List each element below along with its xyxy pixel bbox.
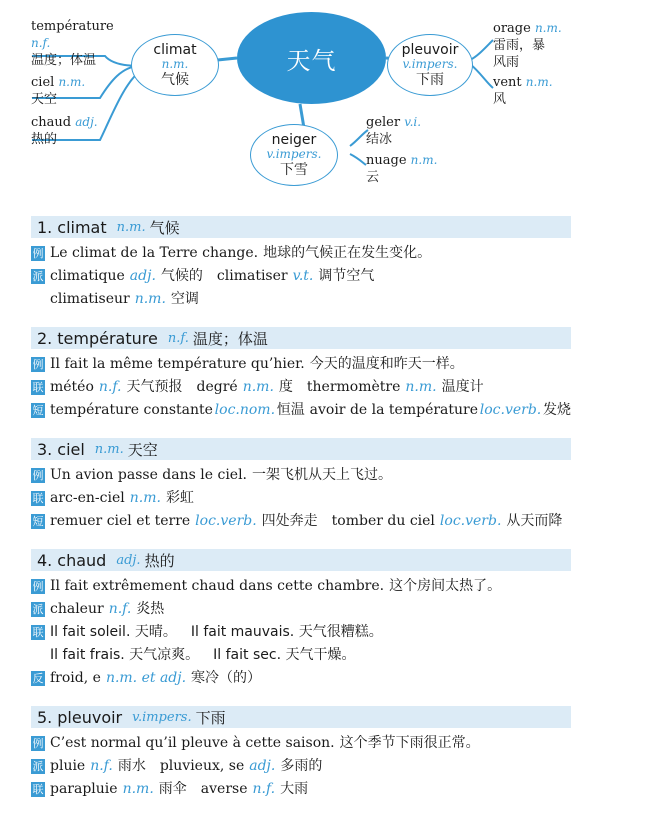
mind-map [0,0,662,200]
node-climat-fr: climat [153,42,197,58]
tag-antonym: 反 [32,672,44,685]
entry-zh: 天空 [127,440,158,459]
term-zh: 恒温 [276,402,305,418]
leaf-vent-zh: 风 [493,92,507,107]
entry-header [31,706,571,728]
entry-chaud [31,549,571,690]
tag-derivation: 派 [32,760,44,773]
example-zh: 这个季节下雨很正常。 [339,735,480,751]
derivation-line [31,265,571,288]
term-fr: averse [200,781,248,797]
entry-header [31,216,571,238]
term-zh: 从天而降 [506,513,563,529]
term-fr: arc-en-ciel [50,490,125,506]
term-zh: 气候的 [160,268,203,284]
term-fr: avoir de la température [309,402,479,418]
leaf-chaud-pos: adj. [75,115,98,129]
entry-word: climat [57,217,107,237]
term-pos: n.m. et adj. [105,670,187,686]
leaf-orage [493,20,562,71]
node-neiger-pos: v.impers. [266,147,322,162]
derivation-line [31,755,571,778]
term-pos: loc.verb. [195,513,257,529]
example-zh: 今天的温度和昨天一样。 [309,356,464,372]
example-fr: Il fait la même température qu’hier. [50,356,305,372]
term-pos: n.m. [405,379,437,395]
entry-word: température [57,328,158,348]
example-zh: 地球的气候正在发生变化。 [263,245,432,261]
leaf-geler-pos: v.i. [404,115,422,129]
entry-number: 2. [37,328,53,348]
leaf-chaud-fr: chaud [31,115,72,130]
leaf-vent-fr: vent [493,75,522,90]
leaf-ciel-zh: 天空 [31,92,58,107]
related-line [31,376,571,399]
example-line [31,464,571,487]
term-pos: n.f. [252,781,276,797]
example-fr: Un avion passe dans le ciel. [50,467,248,483]
entry-header [31,327,571,349]
tag-related: 联 [32,381,44,394]
entry-zh: 气候 [149,218,180,237]
leaf-orage-zh1: 雷雨，暴 [493,38,546,53]
term-pos: adj. [249,758,276,774]
leaf-vent-pos: n.m. [525,75,553,89]
example-fr: Le climat de la Terre change. [50,245,259,261]
mind-map-center: 天气 [237,12,386,104]
term-fr: degré [196,379,238,395]
entry-header [31,438,571,460]
term-pos: n.m. [122,781,154,797]
term-pos: n.f. [90,758,113,774]
example-zh: 这个房间太热了。 [389,578,502,594]
tag-example: 例 [32,469,44,482]
node-climat [131,34,219,96]
leaf-chaud-zh: 热的 [31,132,58,147]
term-zh: 雨伞 [158,781,187,797]
leaf-vent [493,74,553,108]
entry-word: pleuvoir [57,707,123,727]
tag-related: 联 [32,783,44,796]
term-pos: loc.verb. [439,513,502,529]
entry-number: 1. [37,217,53,237]
tag-phrase: 短 [32,404,44,417]
term-zh: 空调 [170,291,199,307]
term-pos: n.f. [98,379,122,395]
phrase-item: Il fait soleil. 天晴。 [50,624,177,640]
term-fr: pluvieux, se [159,758,245,774]
node-neiger-fr: neiger [271,132,317,148]
phrase-item: Il fait sec. 天气干燥。 [213,647,356,663]
tag-example: 例 [32,358,44,371]
example-line [31,732,571,755]
derivation-line [31,598,571,621]
entry-zh: 热的 [144,551,175,570]
leaf-geler [366,114,421,148]
tag-derivation: 派 [32,270,44,283]
leaf-nuage-zh: 云 [366,170,380,185]
entry-temperature [31,327,571,422]
phrase-item: Il fait frais. 天气凉爽。 [50,647,200,663]
leaf-geler-zh: 结冰 [366,132,393,147]
term-zh: 发烧 [542,402,571,418]
entry-word: chaud [57,550,107,570]
example-zh: 一架飞机从天上飞过。 [252,467,393,483]
leaf-temperature-fr: température [31,19,114,34]
related-line [31,487,571,510]
node-pleuvoir-fr: pleuvoir [401,42,459,58]
related-line [31,778,571,801]
antonym-line [31,667,571,690]
term-fr: tomber du ciel [331,513,435,529]
leaf-orage-pos: n.m. [534,21,562,35]
leaf-orage-fr: orage [493,21,531,36]
entry-pos: n.f. [167,330,189,346]
node-pleuvoir [387,34,473,96]
example-fr: C’est normal qu’il pleuve à cette saison. [50,735,335,751]
entry-climat [31,216,571,311]
term-zh: 调节空气 [318,268,375,284]
tag-related: 联 [32,492,44,505]
entry-pos: n.m. [94,441,124,457]
term-fr: parapluie [50,781,118,797]
term-zh: 炎热 [136,601,165,617]
tag-derivation: 派 [32,603,44,616]
leaf-ciel [31,74,85,108]
related-line-cont [31,644,571,667]
entry-number: 3. [37,439,53,459]
related-line [31,621,571,644]
derivation-line-cont [31,288,571,311]
phrase-line [31,399,571,422]
term-fr: climatique [50,268,125,284]
leaf-ciel-pos: n.m. [58,75,86,89]
term-zh: 大雨 [280,781,309,797]
leaf-nuage-pos: n.m. [410,153,438,167]
entry-word: ciel [57,439,85,459]
term-pos: n.m. [129,490,161,506]
tag-related: 联 [32,626,44,639]
term-fr: froid, e [50,670,101,686]
leaf-ciel-fr: ciel [31,75,55,90]
term-fr: météo [50,379,94,395]
term-pos: n.m. [242,379,274,395]
entry-number: 4. [37,550,53,570]
leaf-temperature [31,18,114,69]
node-neiger-zh: 下雪 [280,161,308,178]
term-zh: 彩虹 [165,490,194,506]
term-zh: 度 [278,379,293,395]
leaf-orage-zh2: 风雨 [493,55,520,70]
term-pos: loc.verb. [479,402,542,418]
entry-header [31,549,571,571]
entry-zh: 温度；体温 [192,329,268,348]
term-zh: 温度计 [441,379,484,395]
leaf-temperature-zh: 温度；体温 [31,53,97,68]
leaf-chaud [31,114,98,148]
node-pleuvoir-pos: v.impers. [402,57,458,72]
example-line [31,575,571,598]
term-fr: température constante [50,402,213,418]
term-fr: remuer ciel et terre [50,513,191,529]
tag-example: 例 [32,737,44,750]
term-fr: climatiseur [50,291,130,307]
entry-ciel [31,438,571,533]
leaf-temperature-pos: n.f. [31,36,51,50]
example-line [31,242,571,265]
term-zh: 四处奔走 [261,513,318,529]
term-zh: 多雨的 [280,758,323,774]
term-pos: n.f. [108,601,132,617]
term-zh: 寒冷（的） [191,670,262,686]
leaf-nuage [366,152,437,186]
term-fr: thermomètre [306,379,401,395]
tag-phrase: 短 [32,515,44,528]
tag-example: 例 [32,580,44,593]
entry-zh: 下雨 [195,708,226,727]
term-zh: 天气预报 [126,379,183,395]
node-climat-zh: 气候 [161,71,189,88]
term-fr: chaleur [50,601,104,617]
entry-pleuvoir [31,706,571,801]
term-pos: n.m. [134,291,166,307]
node-neiger [250,124,338,186]
term-pos: adj. [129,268,156,284]
term-pos: v.t. [292,268,314,284]
entry-number: 5. [37,707,53,727]
phrase-line [31,510,571,533]
example-line [31,353,571,376]
tag-example: 例 [32,247,44,260]
term-pos: loc.nom. [214,402,276,418]
entry-pos: adj. [116,552,141,568]
term-zh: 雨水 [117,758,146,774]
term-fr: climatiser [216,268,288,284]
term-fr: pluie [50,758,86,774]
example-fr: Il fait extrêmement chaud dans cette chambre. [50,578,385,594]
entry-pos: v.impers. [132,709,192,725]
entry-pos: n.m. [116,219,146,235]
node-climat-pos: n.m. [161,57,189,72]
leaf-geler-fr: geler [366,115,401,130]
leaf-nuage-fr: nuage [366,153,407,168]
node-pleuvoir-zh: 下雨 [416,71,444,88]
phrase-item: Il fait mauvais. 天气很糟糕。 [190,624,383,640]
